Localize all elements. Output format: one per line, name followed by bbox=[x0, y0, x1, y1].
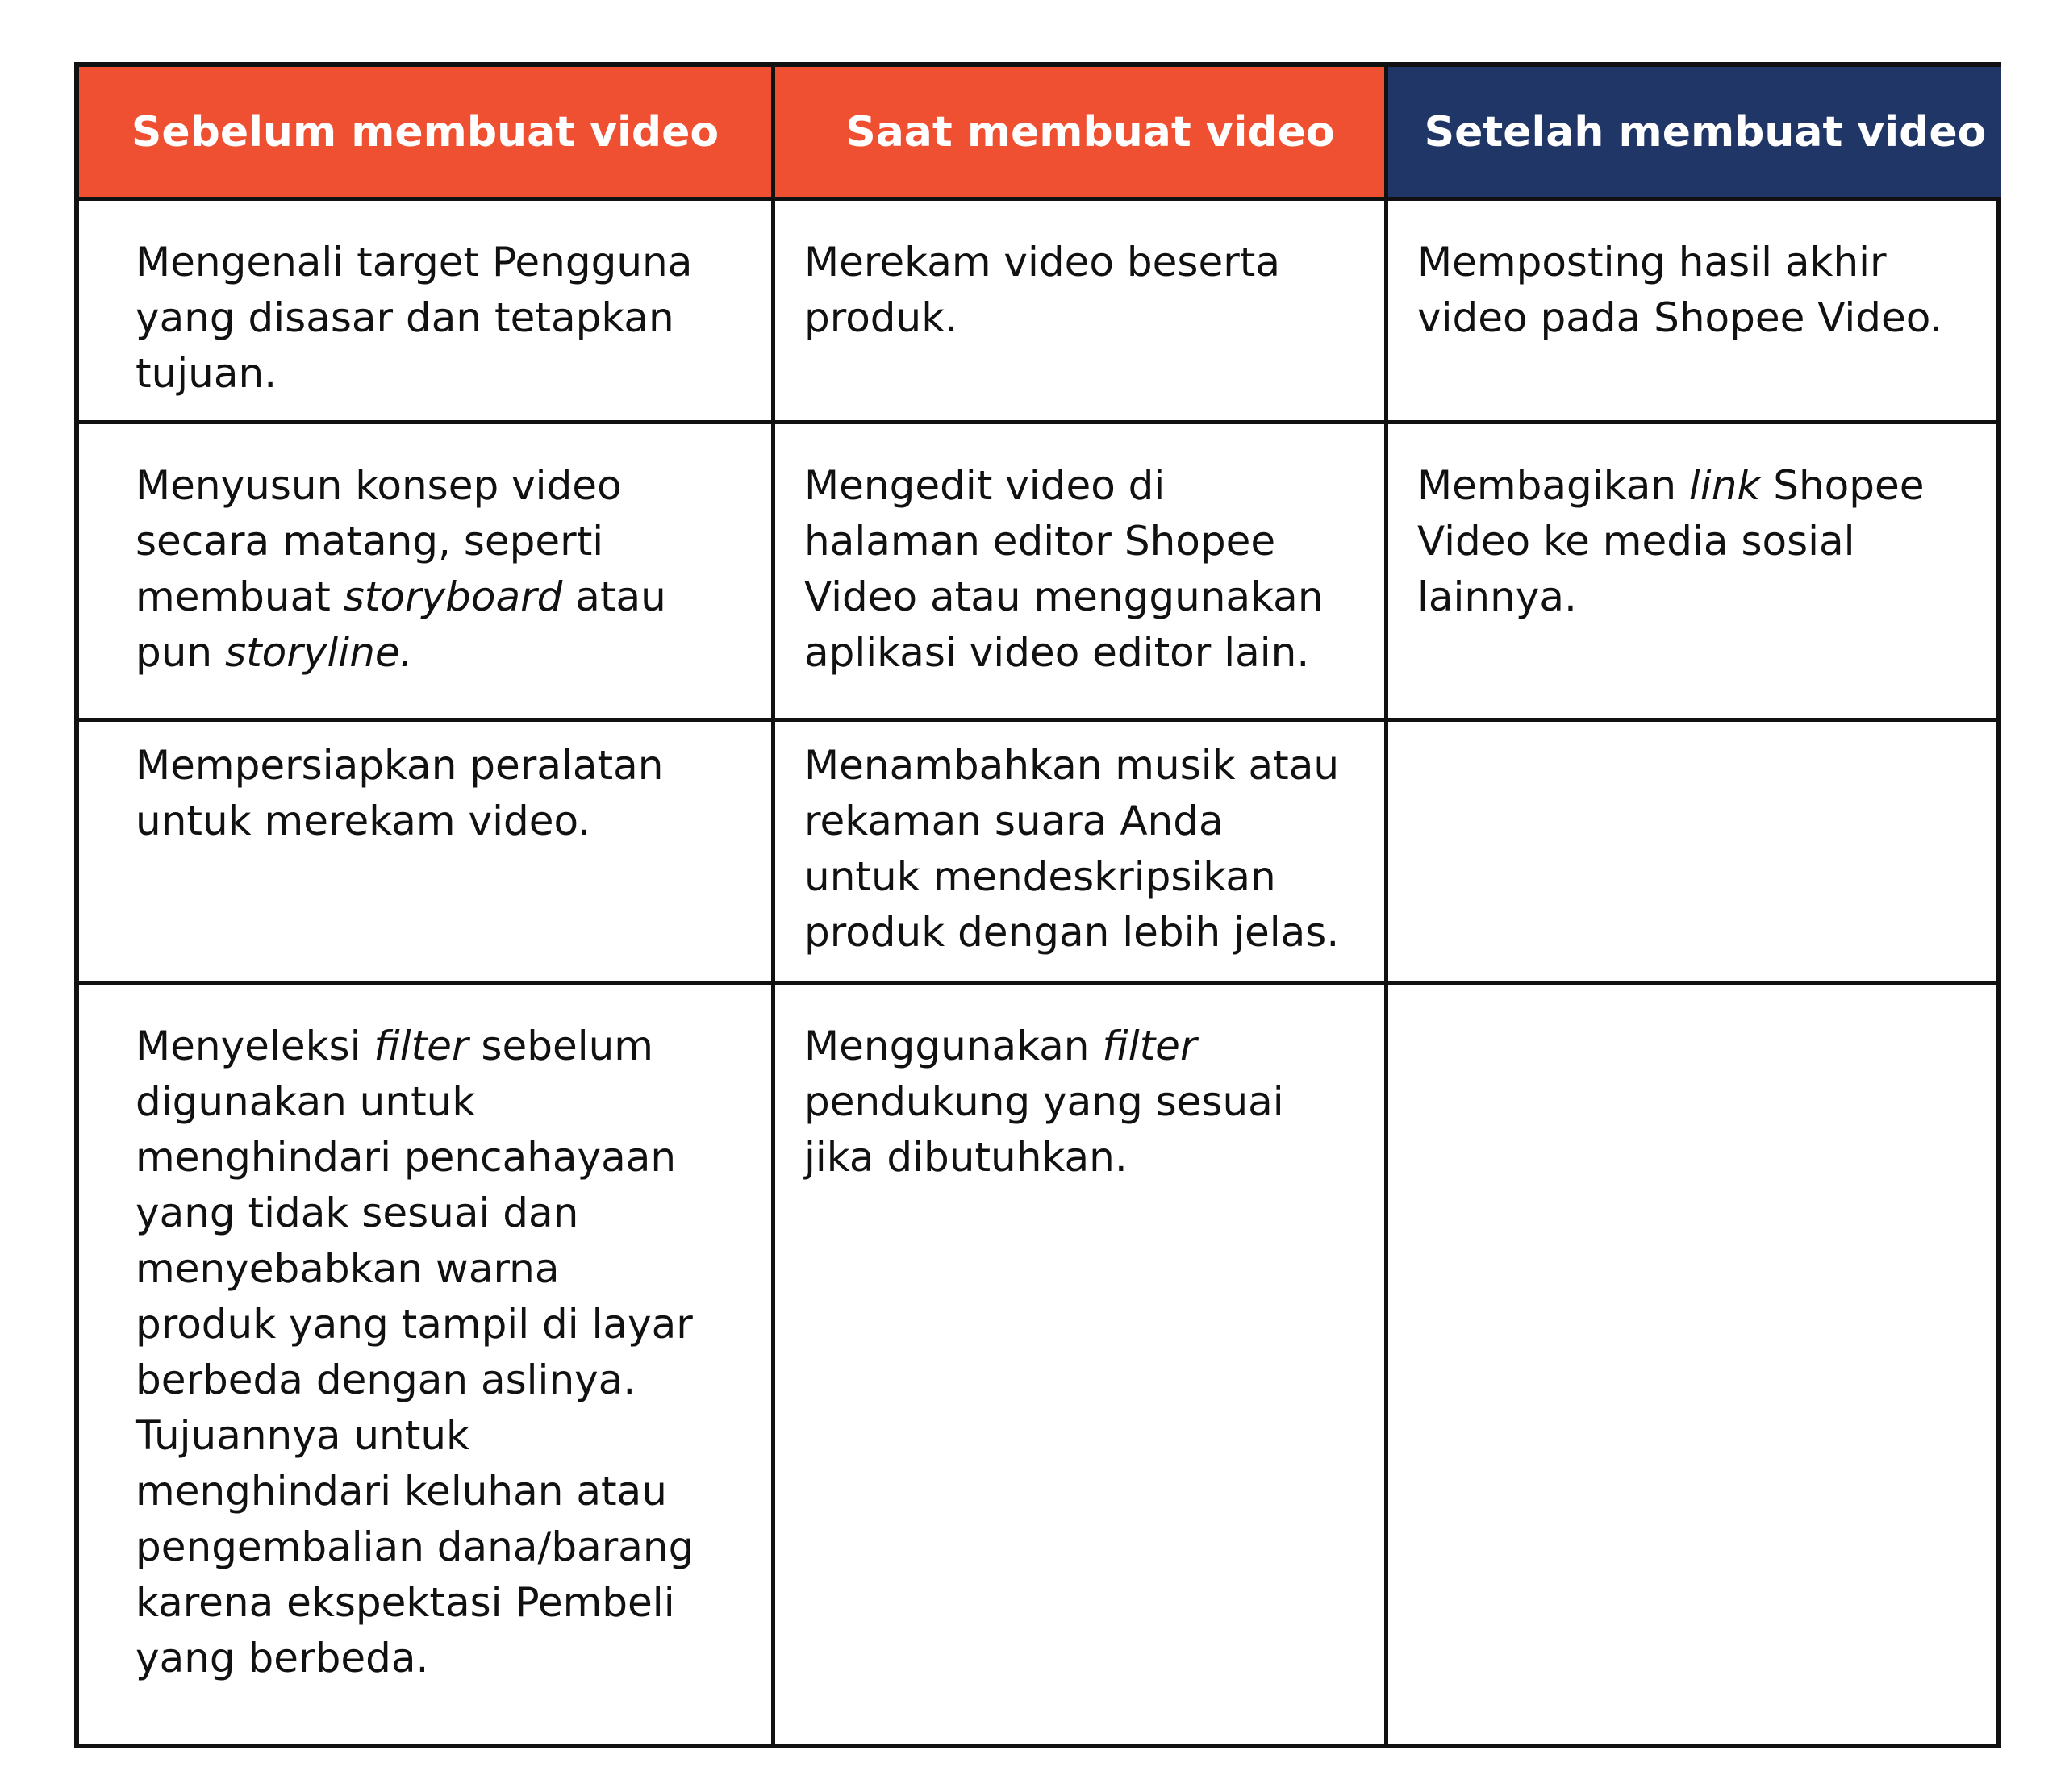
text-line: menyebabkan warna bbox=[136, 1245, 560, 1292]
text-line: untuk mendeskripsikan bbox=[804, 853, 1276, 900]
text-line bbox=[804, 1019, 1368, 1074]
text-line: digunakan untuk bbox=[136, 1078, 476, 1125]
text-line: lainnya. bbox=[1417, 573, 1577, 620]
row4-during-cell bbox=[775, 985, 1388, 1744]
text-line: yang disasar dan tetapkan bbox=[136, 294, 674, 341]
text-line: karena ekspektasi Pembeli bbox=[136, 1579, 675, 1626]
row2-before-cell bbox=[79, 424, 775, 722]
text-line: tujuan. bbox=[136, 350, 277, 397]
italic-term: link bbox=[1688, 462, 1761, 509]
row3-after-cell bbox=[1388, 722, 2001, 985]
text-line: untuk merekam video. bbox=[136, 798, 591, 844]
row2-after-cell bbox=[1388, 424, 2001, 722]
text-line: rekaman suara Anda bbox=[804, 798, 1224, 844]
text-line: Merekam video beserta bbox=[804, 239, 1281, 285]
text-line bbox=[136, 569, 755, 625]
header-before: Sebelum membuat video bbox=[79, 67, 775, 201]
video-tips-table bbox=[74, 62, 2001, 1748]
text-line: Mempersiapkan peralatan bbox=[136, 742, 664, 789]
text-line: produk dengan lebih jelas. bbox=[804, 909, 1340, 956]
text-line: berbeda dengan aslinya. bbox=[136, 1357, 636, 1403]
text-line: produk. bbox=[804, 294, 958, 341]
row4-after-cell bbox=[1388, 985, 2001, 1744]
header-after: Setelah membuat video bbox=[1388, 67, 2001, 201]
italic-term: filter bbox=[1102, 1023, 1197, 1069]
text-line: pendukung yang sesuai bbox=[804, 1078, 1284, 1125]
text-line: Menyusun konsep video bbox=[136, 462, 622, 509]
text-fragment: Shopee bbox=[1760, 462, 1925, 509]
text-line: menghindari pencahayaan bbox=[136, 1134, 677, 1181]
row2-during-cell bbox=[775, 424, 1388, 722]
text-line: video pada Shopee Video. bbox=[1417, 294, 1943, 341]
text-line: Memposting hasil akhir bbox=[1417, 239, 1887, 285]
text-fragment: sebelum bbox=[468, 1023, 654, 1069]
text-line bbox=[1417, 458, 1985, 514]
row4-before-cell bbox=[79, 985, 775, 1744]
text-line: yang berbeda. bbox=[136, 1635, 429, 1682]
row3-before-cell bbox=[79, 722, 775, 985]
text-fragment: pun bbox=[136, 629, 226, 676]
row1-during-cell bbox=[775, 201, 1388, 424]
text-line: pengembalian dana/barang bbox=[136, 1523, 695, 1570]
text-line: menghindari keluhan atau bbox=[136, 1468, 667, 1515]
row1-after-cell bbox=[1388, 201, 2001, 424]
text-line bbox=[136, 1019, 755, 1074]
italic-term: storyline. bbox=[225, 629, 413, 676]
text-line: Tujuannya untuk bbox=[136, 1412, 469, 1459]
text-fragment: membuat bbox=[136, 573, 344, 620]
text-line: secara matang, seperti bbox=[136, 518, 604, 565]
row3-during-cell bbox=[775, 722, 1388, 985]
text-fragment: Membagikan bbox=[1417, 462, 1689, 509]
italic-term: storyboard bbox=[343, 573, 563, 620]
text-line: jika dibutuhkan. bbox=[804, 1134, 1128, 1181]
text-line: Menambahkan musik atau bbox=[804, 742, 1340, 789]
text-fragment: Menyeleksi bbox=[136, 1023, 374, 1069]
text-line: aplikasi video editor lain. bbox=[804, 629, 1310, 676]
text-line bbox=[136, 625, 755, 681]
text-line: halaman editor Shopee bbox=[804, 518, 1276, 565]
italic-term: filter bbox=[373, 1023, 469, 1069]
row1-before-cell bbox=[79, 201, 775, 424]
text-fragment: atau bbox=[562, 573, 666, 620]
text-fragment: Menggunakan bbox=[804, 1023, 1103, 1069]
text-line: Video atau menggunakan bbox=[804, 573, 1324, 620]
text-line: Video ke media sosial bbox=[1417, 518, 1855, 565]
text-line: produk yang tampil di layar bbox=[136, 1301, 693, 1348]
text-line: yang tidak sesuai dan bbox=[136, 1190, 579, 1236]
header-during: Saat membuat video bbox=[775, 67, 1388, 201]
text-line: Mengenali target Pengguna bbox=[136, 239, 693, 285]
text-line: Mengedit video di bbox=[804, 462, 1166, 509]
